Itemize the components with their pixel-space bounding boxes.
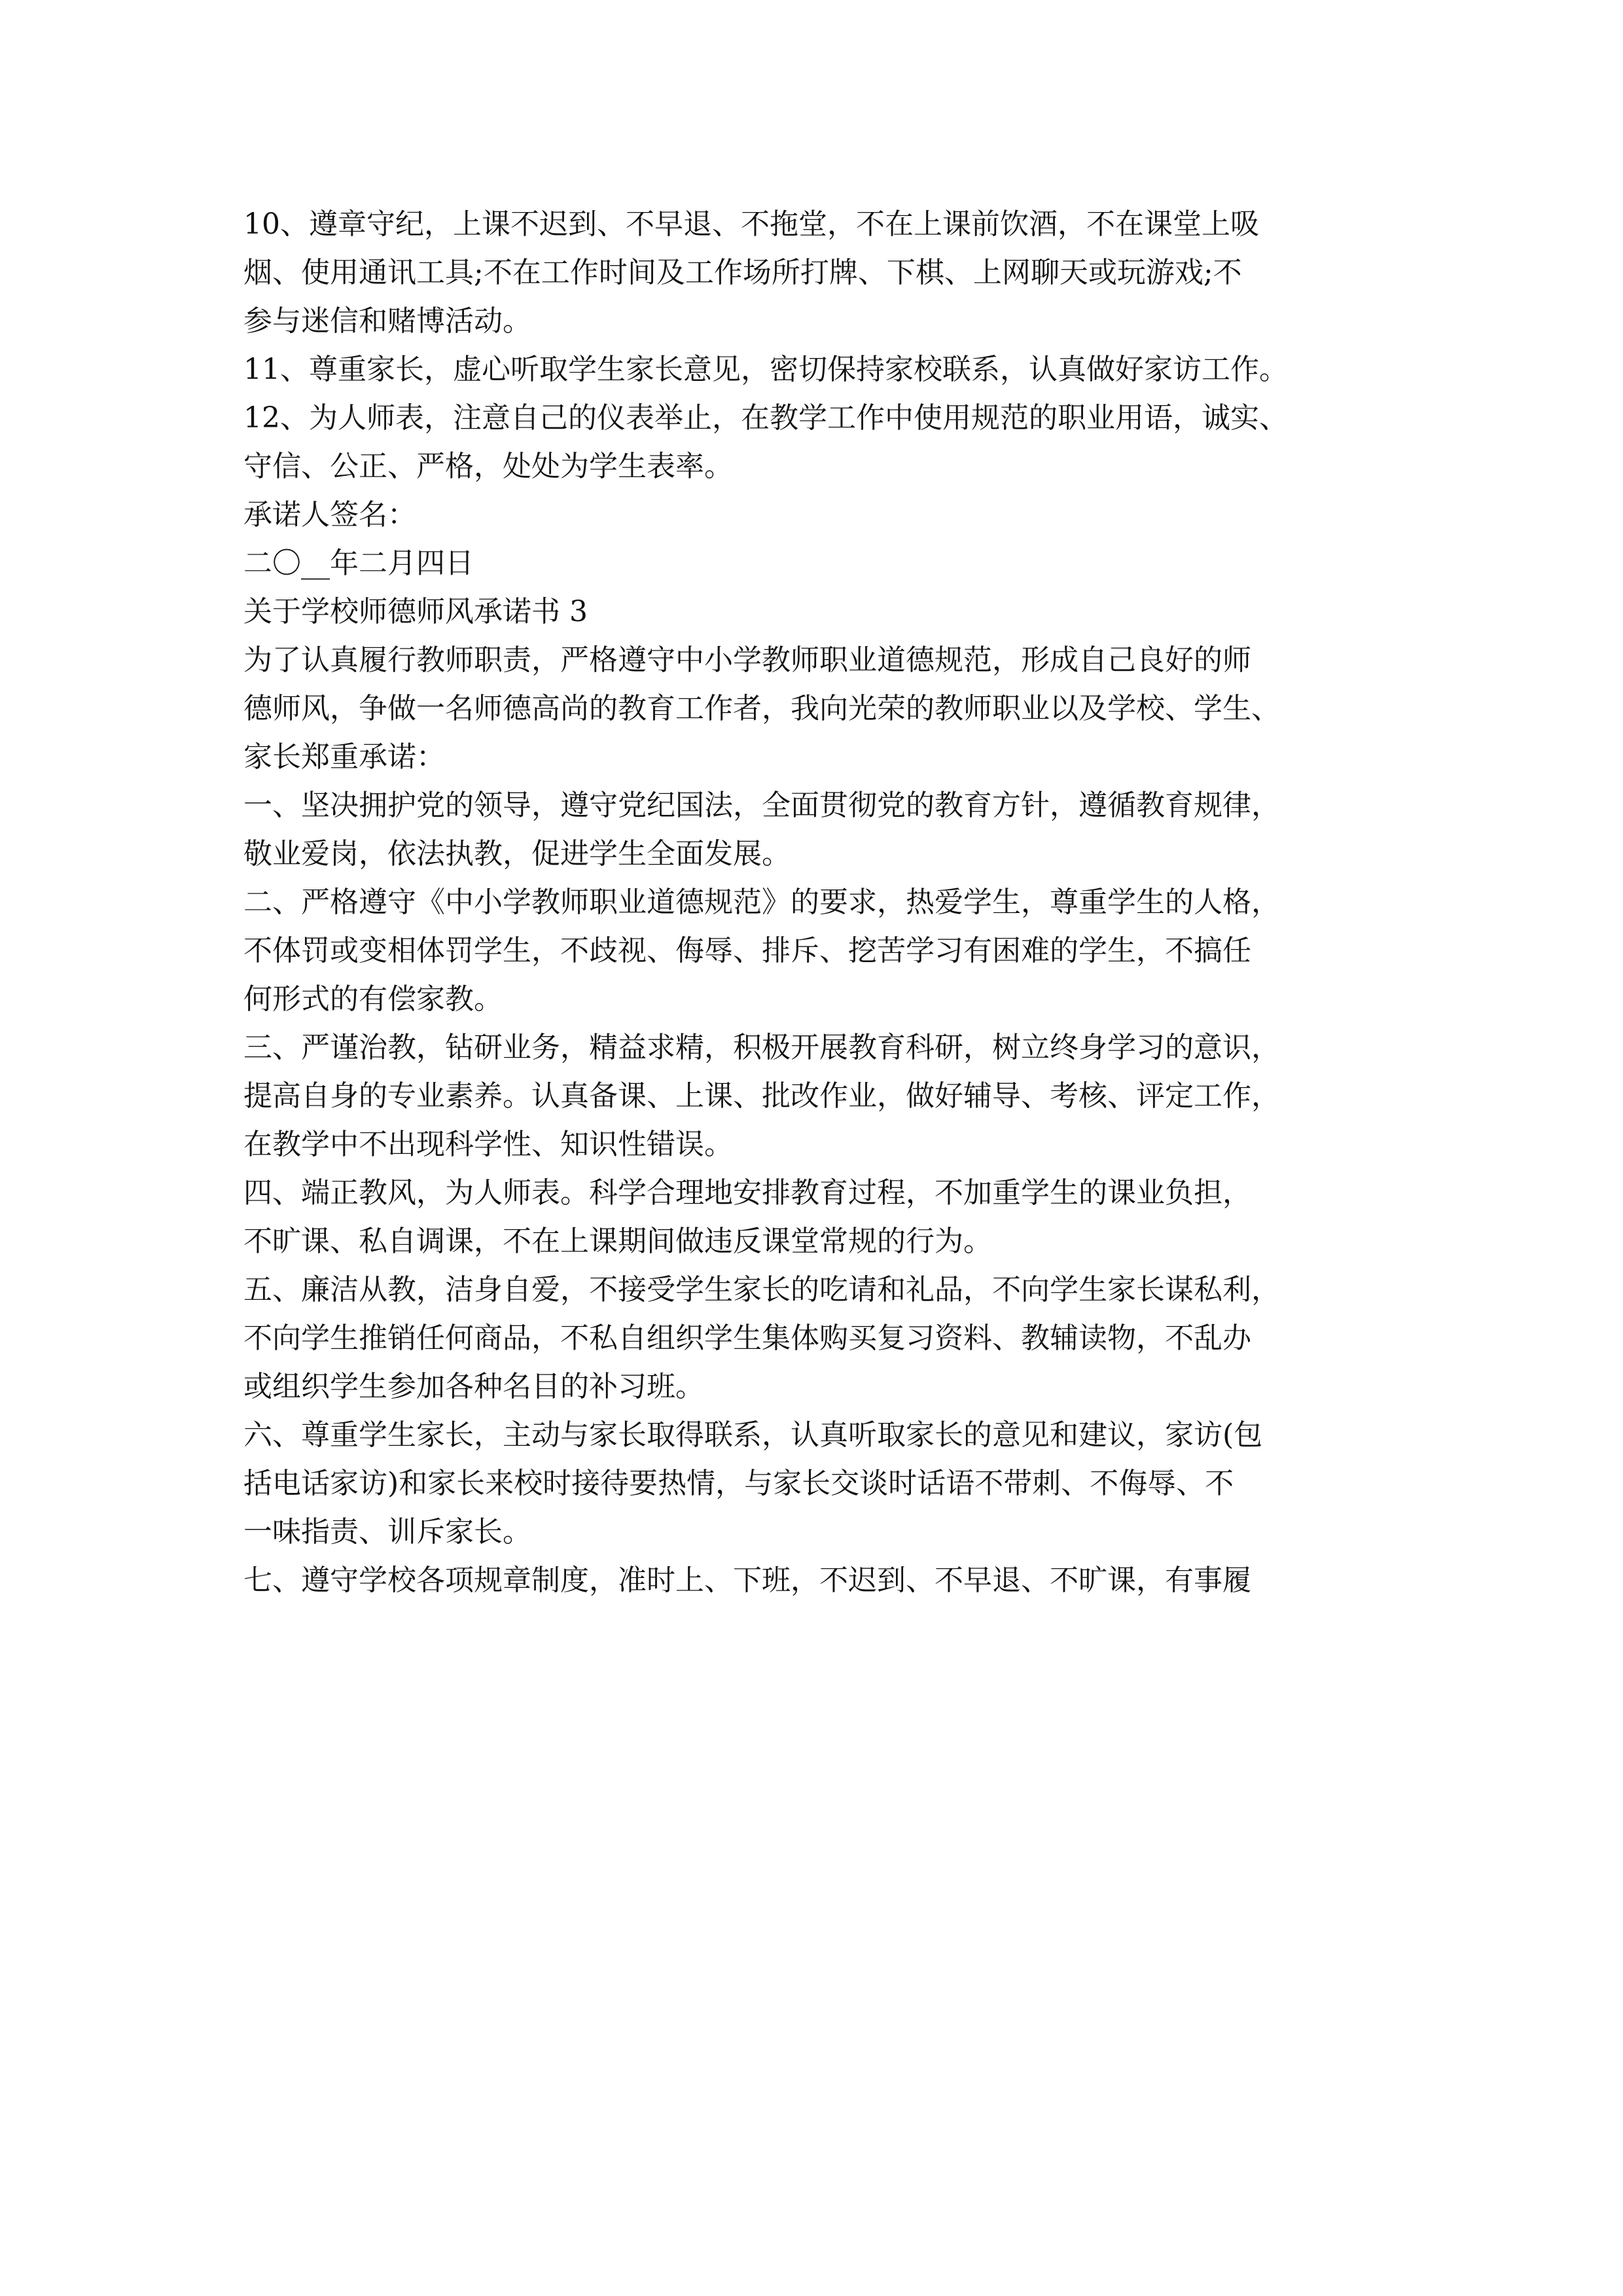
- text-line: 不体罚或变相体罚学生，不歧视、侮辱、排斥、挖苦学习有困难的学生，不搞任: [243, 934, 1251, 967]
- text-line: 不旷课、私自调课，不在上课期间做违反课堂常规的行为。: [243, 1225, 992, 1258]
- document-body: [243, 200, 1395, 1605]
- text-line: 在教学中不出现科学性、知识性错误。: [243, 1128, 733, 1161]
- text-line: 11、尊重家长，虚心听取学生家长意见，密切保持家校联系，认真做好家访工作。: [243, 353, 1288, 386]
- text-line: 守信、公正、严格，处处为学生表率。: [243, 450, 733, 483]
- text-line: 三、严谨治教，钻研业务，精益求精，积极开展教育科研，树立终身学习的意识，: [243, 1031, 1280, 1064]
- text-line: 提高自身的专业素养。认真备课、上课、批改作业，做好辅导、考核、评定工作，: [243, 1079, 1280, 1113]
- text-line: 五、廉洁从教，洁身自爱，不接受学生家长的吃请和礼品，不向学生家长谋私利，: [243, 1273, 1280, 1306]
- text-line: 烟、使用通讯工具;不在工作时间及工作场所打牌、下棋、上网聊天或玩游戏;不: [243, 256, 1242, 289]
- text-line: 何形式的有偿家教。: [243, 982, 503, 1016]
- signature-label: 承诺人签名：: [243, 498, 416, 531]
- text-line: 六、尊重学生家长，主动与家长取得联系，认真听取家长的意见和建议，家访(包: [243, 1418, 1263, 1452]
- text-line: 为了认真履行教师职责，严格遵守中小学教师职业道德规范，形成自己良好的师: [243, 643, 1251, 677]
- text-line: 或组织学生参加各种名目的补习班。: [243, 1370, 704, 1403]
- text-line: 德师风，争做一名师德高尚的教育工作者，我向光荣的教师职业以及学校、学生、: [243, 692, 1280, 725]
- date-line: 二〇__年二月四日: [243, 547, 474, 580]
- text-line: 12、为人师表，注意自己的仪表举止，在教学工作中使用规范的职业用语，诚实、: [243, 401, 1288, 435]
- text-line: 一、坚决拥护党的领导，遵守党纪国法，全面贯彻党的教育方针，遵循教育规律，: [243, 789, 1280, 822]
- text-line: 敬业爱岗，依法执教，促进学生全面发展。: [243, 837, 791, 870]
- text-line: 括电话家访)和家长来校时接待要热情，与家长交谈时话语不带刺、不侮辱、不: [243, 1467, 1234, 1500]
- text-line: 不向学生推销任何商品，不私自组织学生集体购买复习资料、教辅读物，不乱办: [243, 1321, 1251, 1355]
- text-line: 参与迷信和赌博活动。: [243, 304, 531, 338]
- text-line: 七、遵守学校各项规章制度，准时上、下班，不迟到、不早退、不旷课，有事履: [243, 1564, 1251, 1597]
- text-line: 一味指责、训斥家长。: [243, 1515, 531, 1549]
- text-line: 四、端正教风，为人师表。科学合理地安排教育过程，不加重学生的课业负担，: [243, 1176, 1251, 1210]
- text-line: 10、遵章守纪，上课不迟到、不早退、不拖堂，不在上课前饮酒，不在课堂上吸: [243, 207, 1259, 241]
- text-line: 二、严格遵守《中小学教师职业道德规范》的要求，热爱学生，尊重学生的人格，: [243, 886, 1280, 919]
- section-title: 关于学校师德师风承诺书 3: [243, 595, 588, 628]
- text-line: 家长郑重承诺：: [243, 740, 445, 774]
